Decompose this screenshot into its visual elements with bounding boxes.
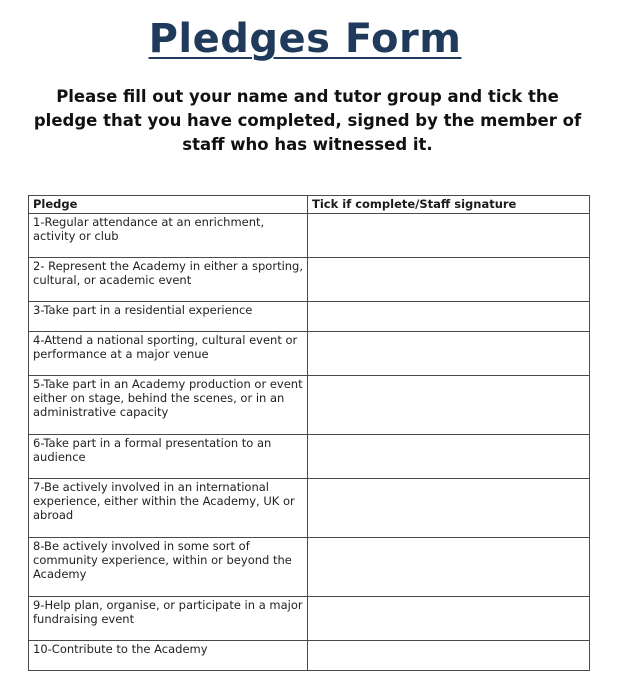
pledge-cell: 10-Contribute to the Academy <box>29 641 308 671</box>
signature-cell[interactable] <box>308 641 590 671</box>
table-row <box>29 597 590 641</box>
pledge-cell: 6-Take part in a formal presentation to an audience <box>29 435 308 479</box>
signature-cell[interactable] <box>308 258 590 302</box>
table-row <box>29 538 590 597</box>
table-row <box>29 376 590 435</box>
pledge-cell: 4-Attend a national sporting, cultural event or performance at a major venue <box>29 332 308 376</box>
table-row <box>29 479 590 538</box>
pledge-cell: 8-Be actively involved in some sort of community experience, within or beyond the Academy <box>29 538 308 597</box>
signature-cell[interactable] <box>308 597 590 641</box>
signature-cell[interactable] <box>308 435 590 479</box>
pledge-cell: 1-Regular attendance at an enrichment, activity or club <box>29 214 308 258</box>
instructions-text: Please fill out your name and tutor group and tick the pledge that you have completed, signed by the member of staff who has witnessed it. <box>33 87 582 154</box>
table-row <box>29 641 590 671</box>
pledge-cell: 2- Represent the Academy in either a sporting, cultural, or academic event <box>29 258 308 302</box>
pledges-table <box>28 195 590 671</box>
signature-cell[interactable] <box>308 214 590 258</box>
pledge-cell: 9-Help plan, organise, or participate in a major fundraising event <box>29 597 308 641</box>
pledge-cell: 3-Take part in a residential experience <box>29 302 308 332</box>
table-row <box>29 258 590 302</box>
signature-cell[interactable] <box>308 332 590 376</box>
table-row <box>29 435 590 479</box>
signature-cell[interactable] <box>308 302 590 332</box>
pledge-cell: 7-Be actively involved in an international experience, either within the Academy, UK or abroad <box>29 479 308 538</box>
table-header-row <box>29 196 590 214</box>
signature-cell[interactable] <box>308 479 590 538</box>
table-row <box>29 302 590 332</box>
page-title: Pledges Form <box>148 16 462 62</box>
signature-cell[interactable] <box>308 538 590 597</box>
table-row <box>29 214 590 258</box>
pledge-cell: 5-Take part in an Academy production or event either on stage, behind the scenes, or in an administrative capacity <box>29 376 308 435</box>
table-row <box>29 332 590 376</box>
column-header-pledge: Pledge <box>29 196 308 214</box>
column-header-signature: Tick if complete/Staff signature <box>308 196 590 214</box>
signature-cell[interactable] <box>308 376 590 435</box>
